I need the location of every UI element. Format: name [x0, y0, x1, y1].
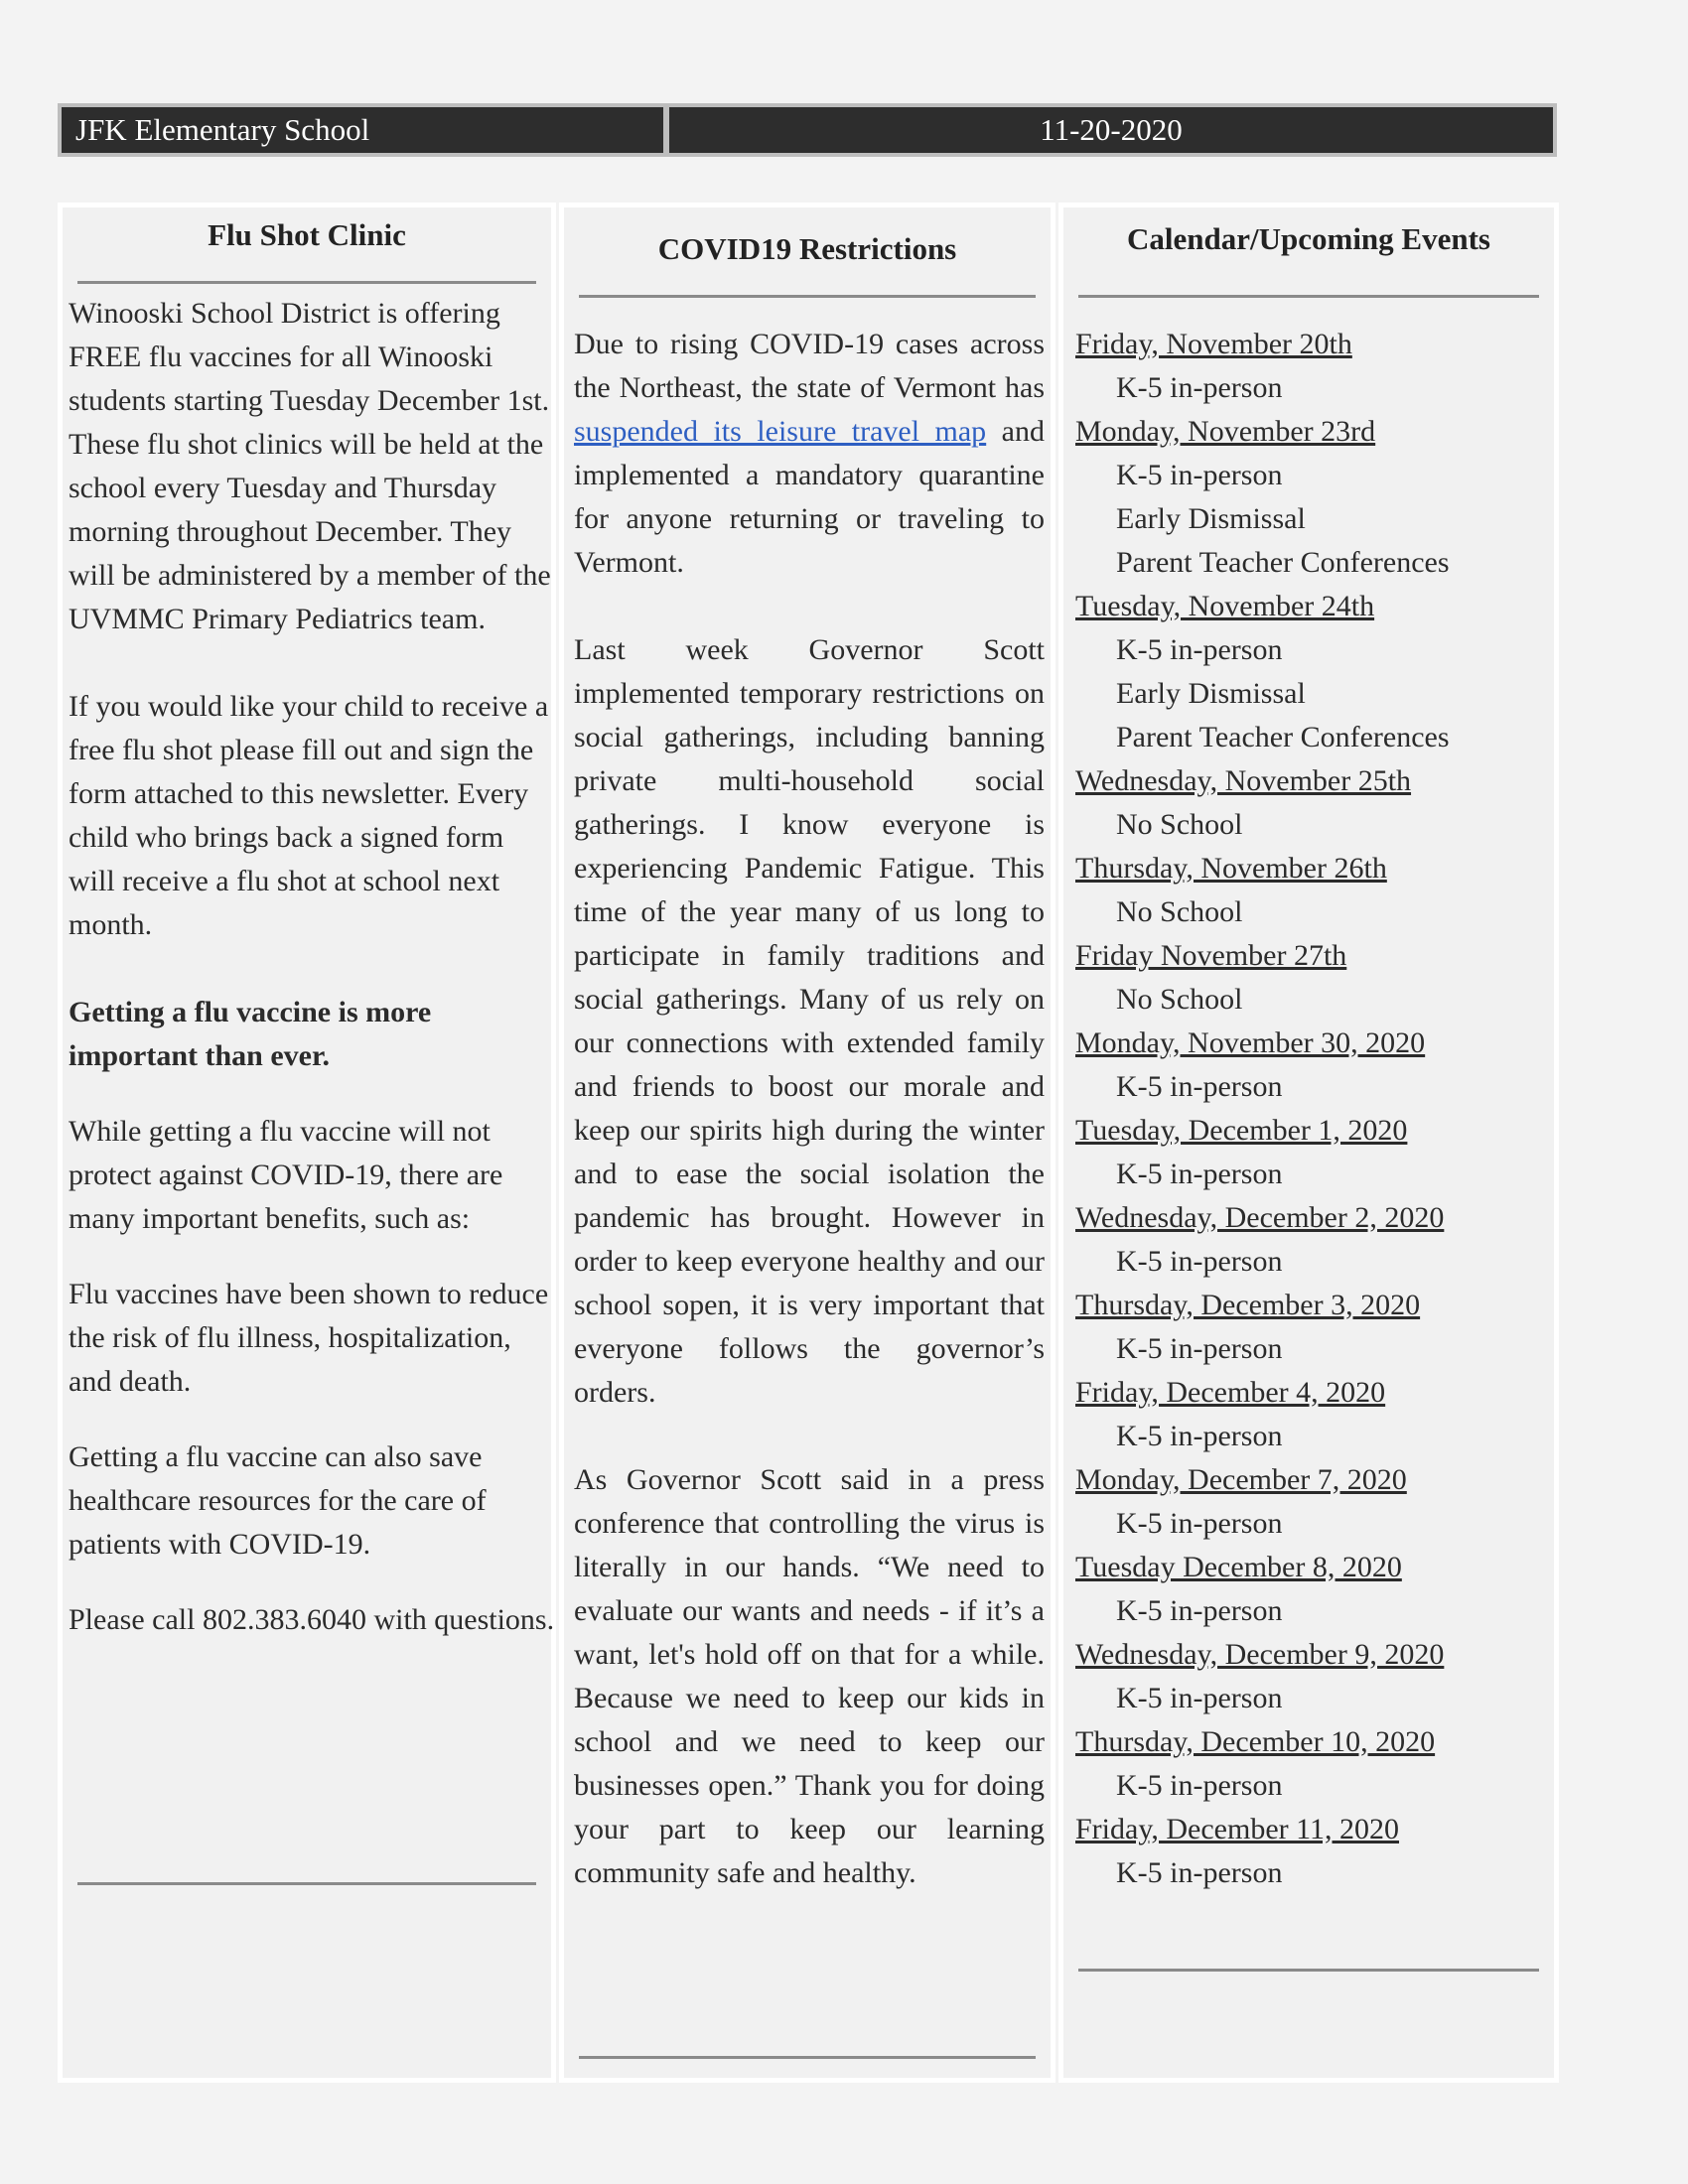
flu-paragraph-intro: Winooski School District is offering FREE flu vaccines for all Winooski students starting Tuesday December 1st. These flu shot clinics will be held at the school every Tuesday and Thursday morning throughout December. They will be administered by a member of the UVMMC Primary Pediatrics team.: [69, 297, 551, 635]
event-date: Thursday, November 26th: [1075, 852, 1387, 885]
flu-paragraph-form: If you would like your child to receive a free flu shot please fill out and sign the form attached to this newsletter. Every child who brings back a signed form will receive a flu shot at school next month.: [69, 690, 549, 941]
covid-title: COVID19 Restrictions: [657, 231, 957, 266]
event-date: Friday, December 4, 2020: [1075, 1376, 1386, 1409]
event-item: K-5 in-person: [1116, 1420, 1283, 1452]
covid-bottom-divider: [579, 2056, 1036, 2059]
school-name: JFK Elementary School: [62, 107, 663, 153]
event-date: Friday, December 11, 2020: [1075, 1813, 1400, 1845]
event-date: Monday, November 23rd: [1075, 415, 1376, 448]
covid-body: [574, 323, 1045, 1895]
covid-paragraph-travel: Due to rising COVID-19 cases across the Northeast, the state of Vermont has suspended its leisure travel map and implemented a mandatory quarantine for anyone returning or traveling to Vermont.: [574, 328, 1045, 579]
event-item: Parent Teacher Conferences: [1116, 546, 1450, 579]
event-item: K-5 in-person: [1116, 1594, 1283, 1627]
event-date: Tuesday, December 1, 2020: [1075, 1114, 1408, 1147]
event-item: No School: [1116, 983, 1243, 1016]
event-item: K-5 in-person: [1116, 459, 1283, 491]
calendar-title: Calendar/Upcoming Events: [1127, 221, 1490, 256]
event-date: Wednesday, November 25th: [1075, 764, 1412, 797]
event-item: K-5 in-person: [1116, 633, 1283, 666]
calendar-events-list: [1075, 323, 1552, 1895]
flu-paragraph-contact: Please call 802.383.6040 with questions.: [69, 1603, 555, 1636]
flu-title-divider: [77, 281, 536, 284]
event-item: Early Dismissal: [1116, 677, 1306, 710]
flu-shot-body: [69, 292, 555, 1642]
event-item: K-5 in-person: [1116, 371, 1283, 404]
event-date: Friday, November 20th: [1075, 328, 1352, 360]
flu-paragraph-resources: Getting a flu vaccine can also save healthcare resources for the care of patients with COVID-19.: [69, 1440, 487, 1561]
event-item: K-5 in-person: [1116, 1158, 1283, 1190]
event-item: No School: [1116, 895, 1243, 928]
flu-paragraph-important: Getting a flu vaccine is more important than ever.: [69, 996, 432, 1072]
newsletter-header: [58, 103, 1557, 157]
event-item: K-5 in-person: [1116, 1682, 1283, 1714]
flu-paragraph-risk: Flu vaccines have been shown to reduce the risk of flu illness, hospitalization, and death.: [69, 1278, 549, 1398]
event-item: K-5 in-person: [1116, 1856, 1283, 1889]
leisure-travel-map-link[interactable]: suspended its leisure travel map: [574, 415, 987, 448]
event-item: Early Dismissal: [1116, 502, 1306, 535]
event-date: Friday November 27th: [1075, 939, 1347, 972]
flu-bottom-divider: [77, 1882, 536, 1885]
calendar-title-divider: [1078, 295, 1539, 298]
newsletter-date: 11-20-2020: [669, 107, 1553, 153]
event-item: K-5 in-person: [1116, 1769, 1283, 1802]
event-item: K-5 in-person: [1116, 1245, 1283, 1278]
event-item: Parent Teacher Conferences: [1116, 721, 1450, 753]
covid-column: [559, 203, 1055, 2083]
event-date: Thursday, December 10, 2020: [1075, 1725, 1436, 1758]
flu-shot-column: [58, 203, 556, 2083]
event-date: Wednesday, December 9, 2020: [1075, 1638, 1445, 1671]
event-date: Tuesday, November 24th: [1075, 590, 1375, 622]
event-date: Tuesday December 8, 2020: [1075, 1551, 1402, 1583]
flu-shot-title: Flu Shot Clinic: [208, 217, 406, 252]
covid-paragraph-gatherings: Last week Governor Scott implemented temporary restrictions on social gatherings, including banning private multi-household social gatherings. I know everyone is experiencing Pandemic Fatigue. This time of the year many of us long to participate in family traditions and social gatherings. Many of us rely on our connections with extended family and friends to boost our morale and keep our spirits high during the winter and to ease the social isolation the pandemic has brought. However in order to keep everyone healthy and our school sopen, it is very important that everyone follows the governor’s orders.: [574, 633, 1045, 1409]
event-date: Wednesday, December 2, 2020: [1075, 1201, 1445, 1234]
event-item: K-5 in-person: [1116, 1332, 1283, 1365]
covid-paragraph-quote: As Governor Scott said in a press conference that controlling the virus is literally in our hands. “We need to evaluate our wants and needs - if it’s a want, let's hold off on that for a while. Because we need to keep our kids in school and we need to keep our businesses open.” Thank you for doing your part to keep our learning community safe and healthy.: [574, 1463, 1045, 1889]
calendar-bottom-divider: [1078, 1969, 1539, 1972]
event-date: Thursday, December 3, 2020: [1075, 1289, 1421, 1321]
event-item: K-5 in-person: [1116, 1070, 1283, 1103]
calendar-column: [1058, 203, 1559, 2083]
event-date: Monday, November 30, 2020: [1075, 1026, 1426, 1059]
event-date: Monday, December 7, 2020: [1075, 1463, 1407, 1496]
event-item: No School: [1116, 808, 1243, 841]
covid-title-divider: [579, 295, 1036, 298]
event-item: K-5 in-person: [1116, 1507, 1283, 1540]
flu-paragraph-benefits: While getting a flu vaccine will not protect against COVID-19, there are many important benefits, such as:: [69, 1115, 503, 1235]
